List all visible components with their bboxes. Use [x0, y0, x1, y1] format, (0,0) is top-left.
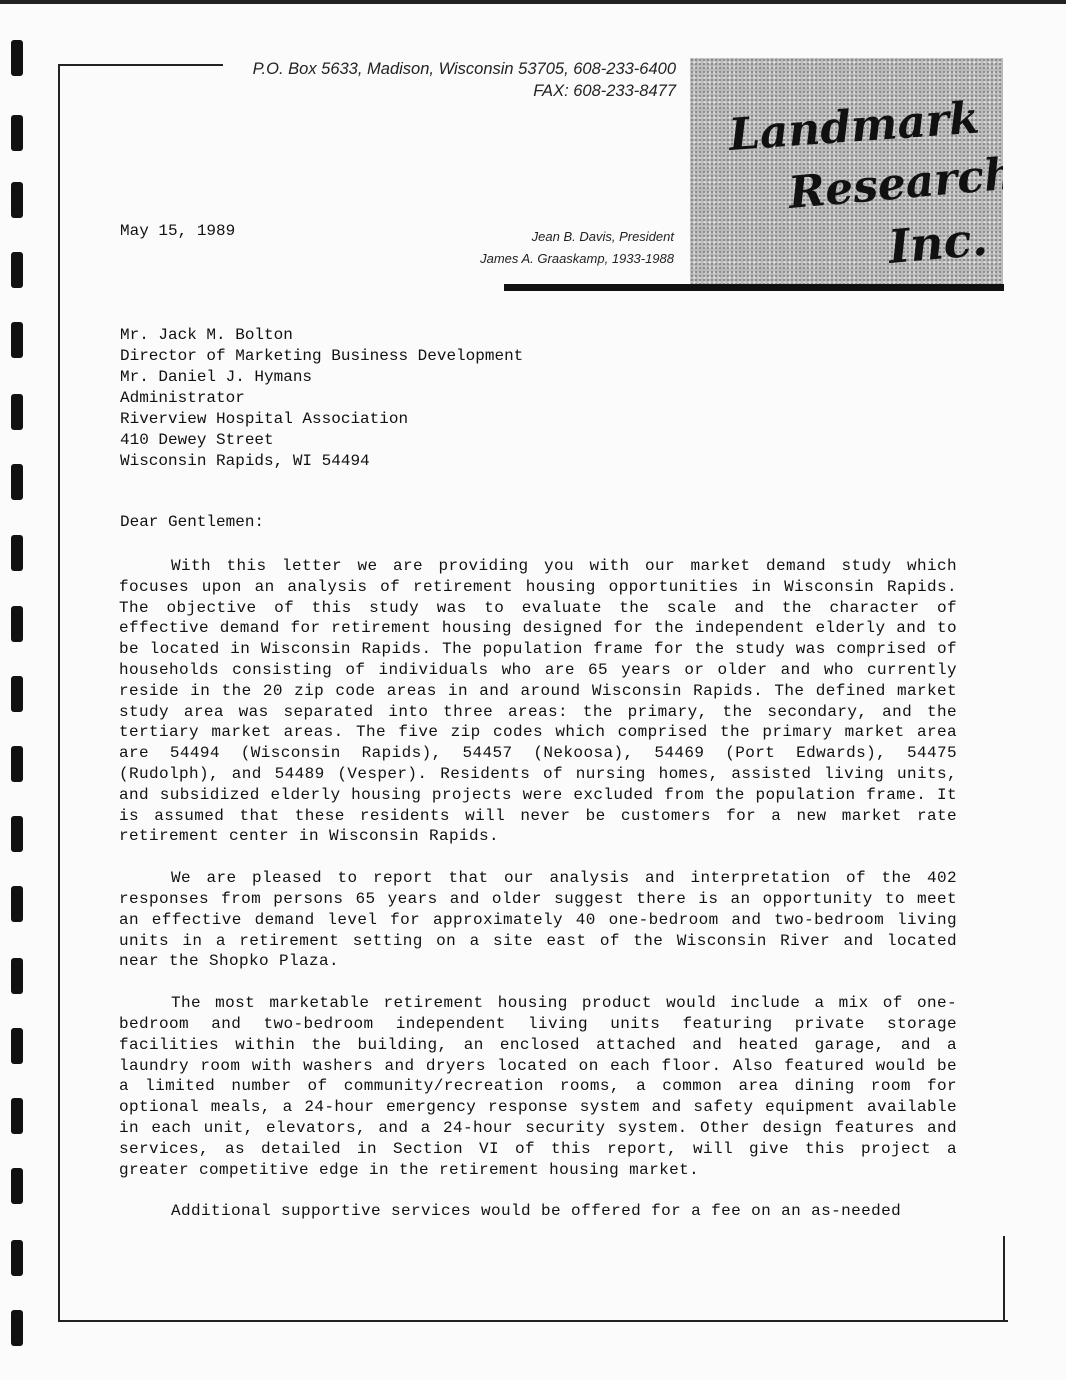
binder-hole: [11, 535, 23, 571]
salutation: Dear Gentlemen:: [120, 513, 265, 531]
binder-hole: [11, 1098, 23, 1134]
recipient-line: Administrator: [120, 389, 245, 407]
address-line: P.O. Box 5633, Madison, Wisconsin 53705, 608-233-6400: [252, 60, 676, 78]
company-logo: [690, 58, 1003, 284]
recipient-line: Mr. Jack M. Bolton: [120, 326, 293, 344]
binder-hole: [11, 394, 23, 430]
binder-hole: [11, 40, 23, 76]
fax-line: FAX: 608-233-8477: [533, 82, 676, 100]
binder-hole: [11, 1168, 23, 1204]
binder-hole: [11, 1240, 23, 1276]
letterhead-bar: [504, 284, 1004, 291]
logo-word: Inc.: [886, 211, 990, 274]
recipient-line: Wisconsin Rapids, WI 54494: [120, 452, 370, 470]
binder-hole: [11, 182, 23, 218]
binder-hole: [11, 958, 23, 994]
president-line: Jean B. Davis, President: [531, 229, 674, 244]
binder-hole: [11, 606, 23, 642]
recipient-line: Riverview Hospital Association: [120, 410, 409, 428]
binder-hole: [11, 252, 23, 288]
letterhead-address: [253, 58, 676, 102]
body-paragraph: We are pleased to report that our analysis and interpretation of the 402 responses from persons 65 years and older suggest there is an opportunity to meet an effective demand level for approximately 40 one-bedroom and two-bedroom living units in a retirement setting on a site east of the Wisconsin River and located near the Shopko Plaza.: [119, 869, 957, 971]
founder-line: James A. Graaskamp, 1933-1988: [480, 251, 674, 266]
binder-hole: [11, 816, 23, 852]
recipient-line: 410 Dewey Street: [120, 431, 274, 449]
body-paragraph: Additional supportive services would be offered for a fee on an as-needed: [171, 1202, 902, 1221]
logo-script-art: [690, 58, 1003, 284]
binder-hole: [11, 115, 23, 151]
binder-hole: [11, 464, 23, 500]
binder-hole: [11, 676, 23, 712]
logo-word: Research: [786, 148, 1003, 219]
binder-hole: [11, 1310, 23, 1346]
binder-hole: [11, 746, 23, 782]
binder-holes: [8, 30, 30, 1370]
letter-date: May 15, 1989: [120, 222, 236, 240]
binder-hole: [11, 1028, 23, 1064]
logo-word: Landmark: [727, 92, 982, 161]
binder-hole: [11, 886, 23, 922]
body-paragraph: With this letter we are providing you with our market demand study which focuses upon an analysis of retirement housing opportunities in Wisconsin Rapids. The objective of this study was to evaluate the scale and the character of effective demand for retirement housing designed for the independent elderly and to be located in Wisconsin Rapids. The population frame for the study was comprised of households consisting of individuals who are 65 years or older and who currently reside in the 20 zip code areas in and around Wisconsin Rapids. The defined market study area was separated into three areas: the primary, the secondary, and the tertiary market areas. The five zip codes which comprised the primary market area are 54494 (Wisconsin Rapids), 54457 (Nekoosa), 54469 (Port Edwards), 54475 (Rudolph), and 54489 (Vesper). Residents of nursing homes, assisted living units, and subsidized elderly housing projects were excluded from the population frame. It is assumed that these residents will never be customers for a new market rate retirement center in Wisconsin Rapids.: [119, 557, 957, 846]
frame-top-rule: [58, 64, 223, 66]
recipient-block: [120, 325, 523, 472]
letter-body: [119, 556, 957, 1243]
letterhead-officers: [480, 226, 674, 270]
recipient-line: Director of Marketing Business Development: [120, 347, 524, 365]
recipient-line: Mr. Daniel J. Hymans: [120, 368, 313, 386]
binder-hole: [11, 322, 23, 358]
top-edge-line: [0, 0, 1066, 4]
body-paragraph: The most marketable retirement housing product would include a mix of one-bedroom and two-bedroom independent living units featuring private storage facilities within the building, an enclosed attached and heated garage, and a laundry room with washers and dryers located on each floor. Also featured would be a limited number of community/recreation rooms, a common area dining room for optional meals, a 24-hour emergency response system and safety equipment available in each unit, elevators, and a 24-hour security system. Other design features and services, as detailed in Section VI of this report, will give this project a greater competitive edge in the retirement housing market.: [119, 994, 957, 1179]
frame-right-rule: [1003, 1236, 1005, 1320]
